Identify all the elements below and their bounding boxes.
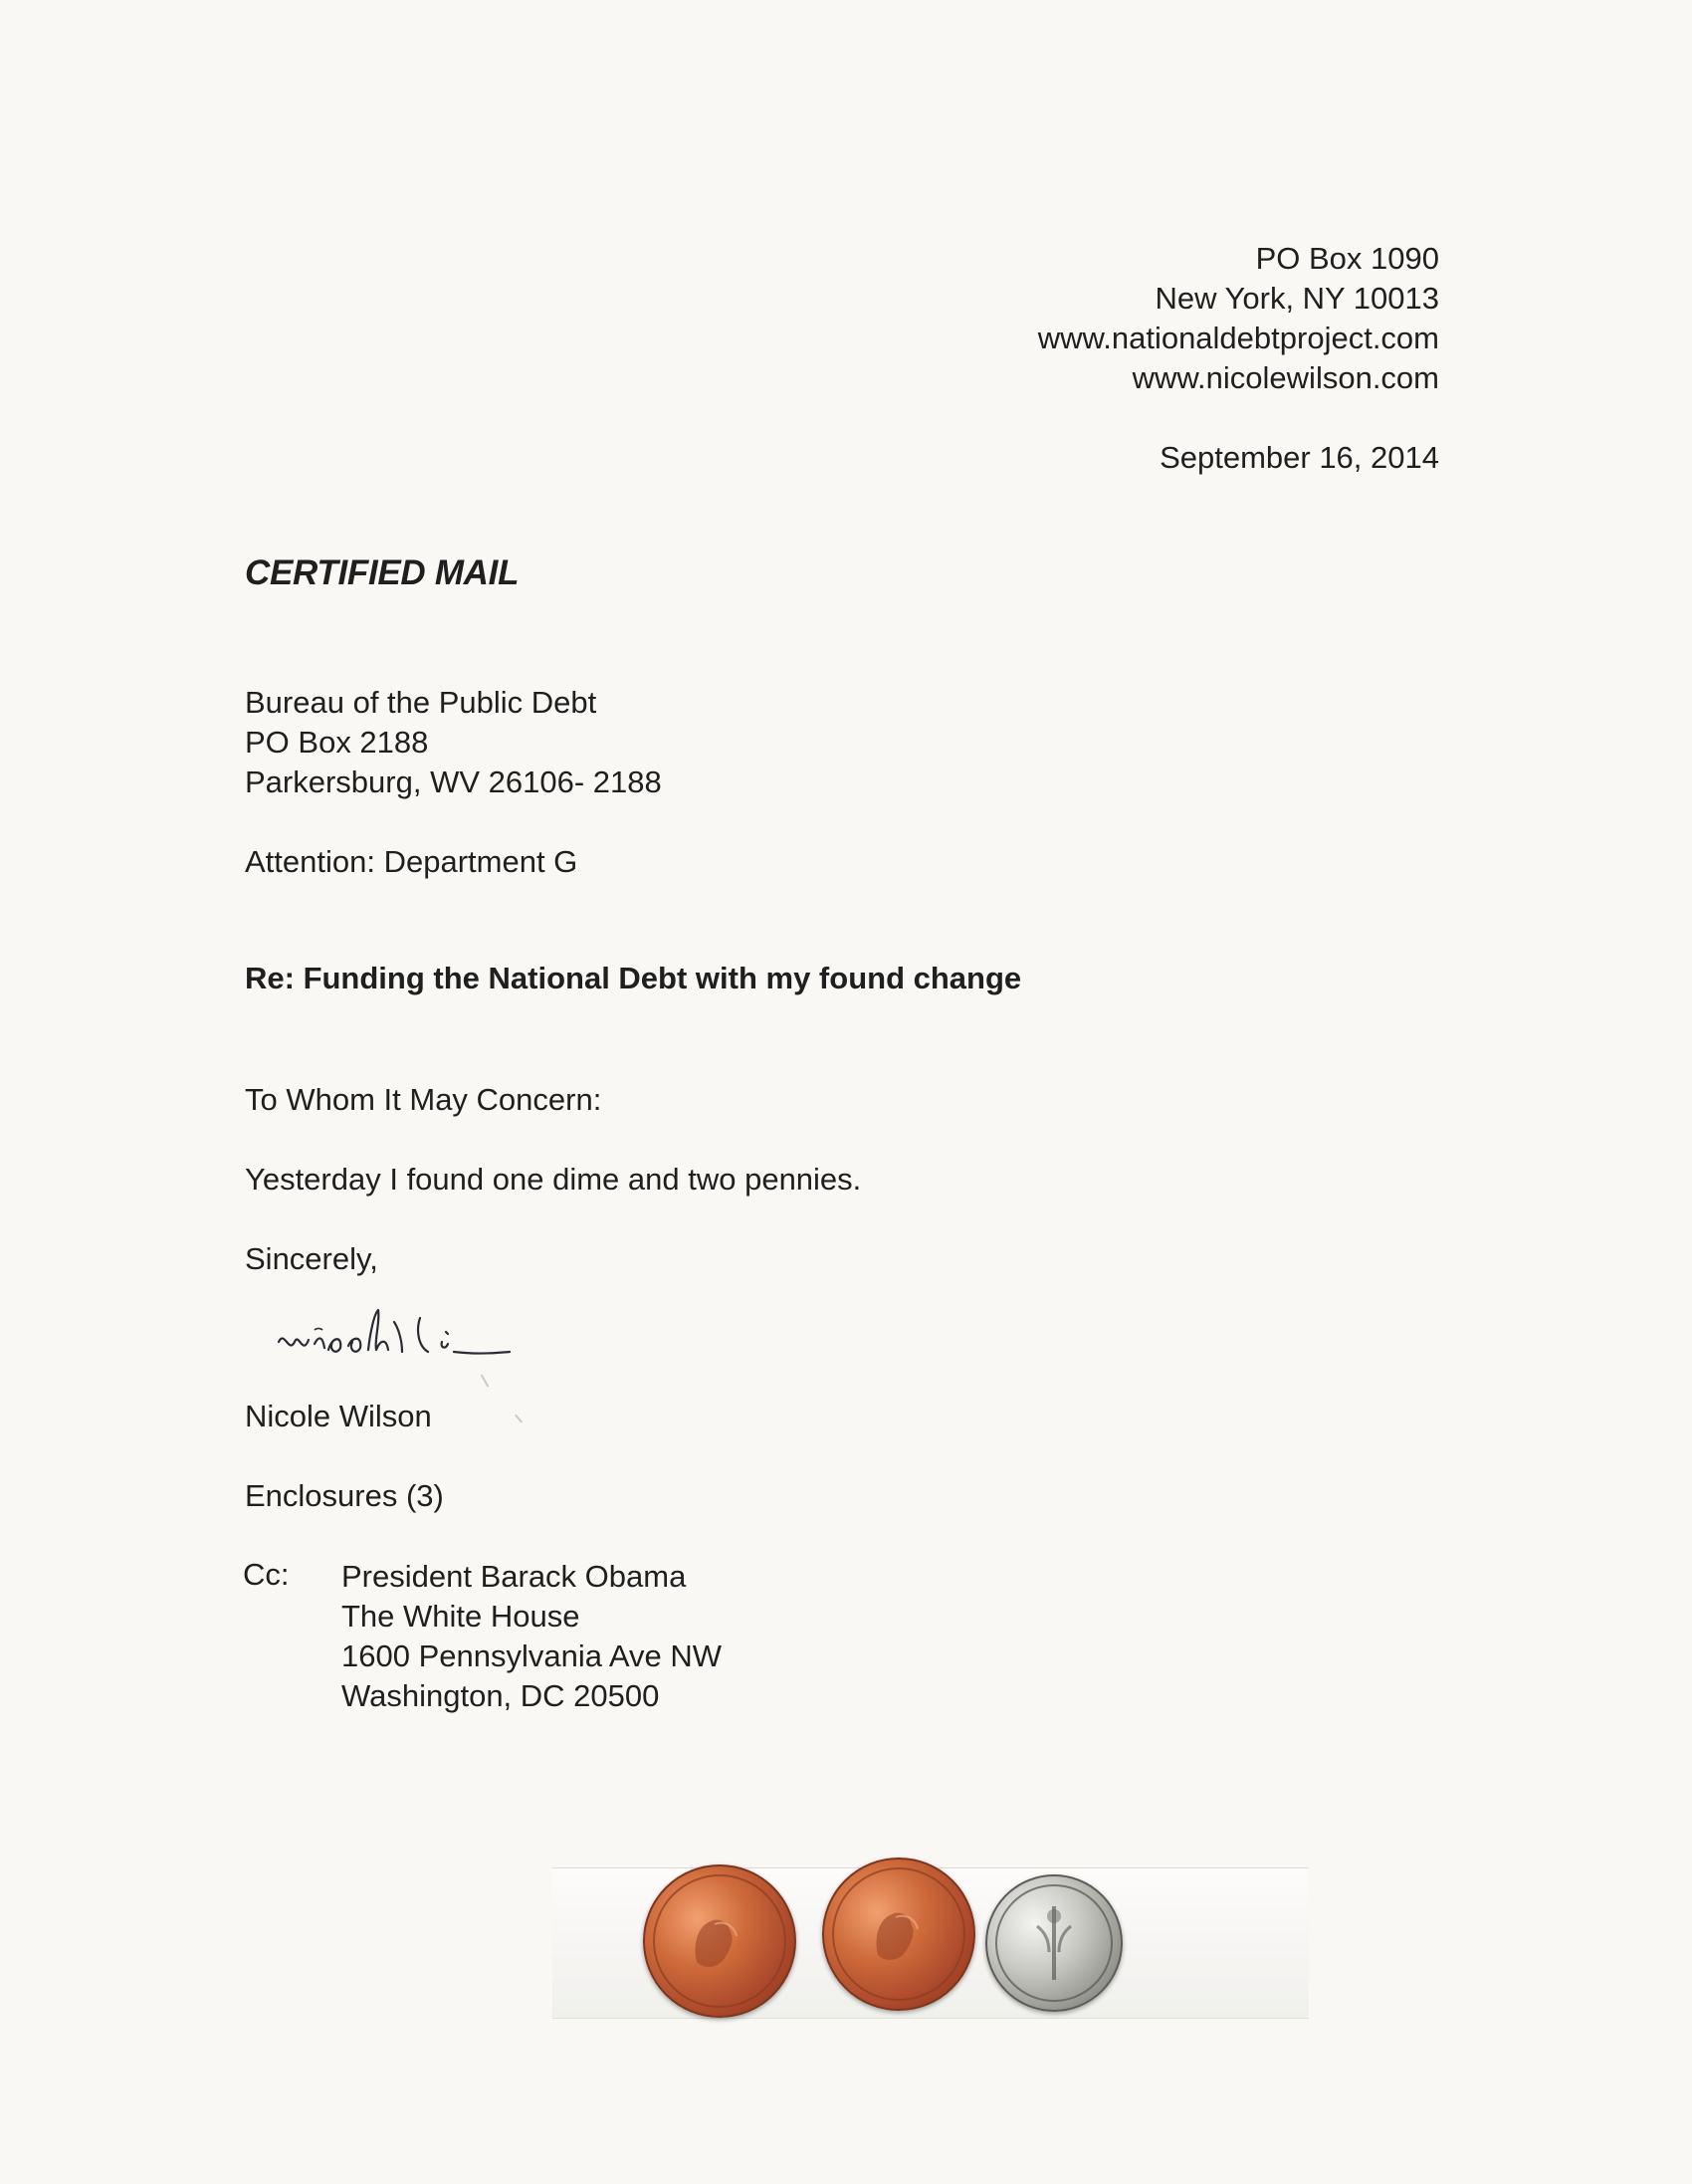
sender-website-1: www.nationaldebtproject.com — [1037, 321, 1439, 355]
signer-name: Nicole Wilson — [245, 1399, 432, 1433]
body-paragraph: Yesterday I found one dime and two pennies. — [245, 1162, 862, 1197]
recipient-city-state-zip: Parkersburg, WV 26106- 2188 — [245, 764, 662, 799]
recipient-po-box: PO Box 2188 — [245, 725, 429, 760]
cc-line: 1600 Pennsylvania Ave NW — [341, 1638, 722, 1673]
closing: Sincerely, — [245, 1241, 378, 1276]
sender-website-2: www.nicolewilson.com — [1132, 360, 1439, 395]
cc-label: Cc: — [243, 1557, 290, 1592]
sender-city-state-zip: New York, NY 10013 — [1155, 281, 1439, 316]
recipient-attention: Attention: Department G — [245, 844, 578, 879]
salutation: To Whom It May Concern: — [245, 1082, 602, 1117]
recipient-name: Bureau of the Public Debt — [245, 685, 597, 720]
cc-line: Washington, DC 20500 — [341, 1678, 660, 1713]
enclosures: Enclosures (3) — [245, 1478, 444, 1513]
scan-mark — [515, 1415, 523, 1423]
dime-coin-icon — [985, 1874, 1123, 2012]
certified-mail-heading: CERTIFIED MAIL — [245, 553, 520, 592]
letter-date: September 16, 2014 — [1160, 440, 1439, 475]
cc-line: President Barack Obama — [341, 1559, 687, 1594]
cc-line: The White House — [341, 1599, 580, 1634]
penny-coin-icon — [822, 1857, 975, 2011]
cc-address — [341, 1557, 722, 1716]
subject-line: Re: Funding the National Debt with my found change — [245, 961, 1022, 995]
sender-po-box: PO Box 1090 — [1255, 241, 1439, 276]
handwritten-signature — [271, 1292, 569, 1387]
penny-coin-icon — [643, 1864, 796, 2018]
